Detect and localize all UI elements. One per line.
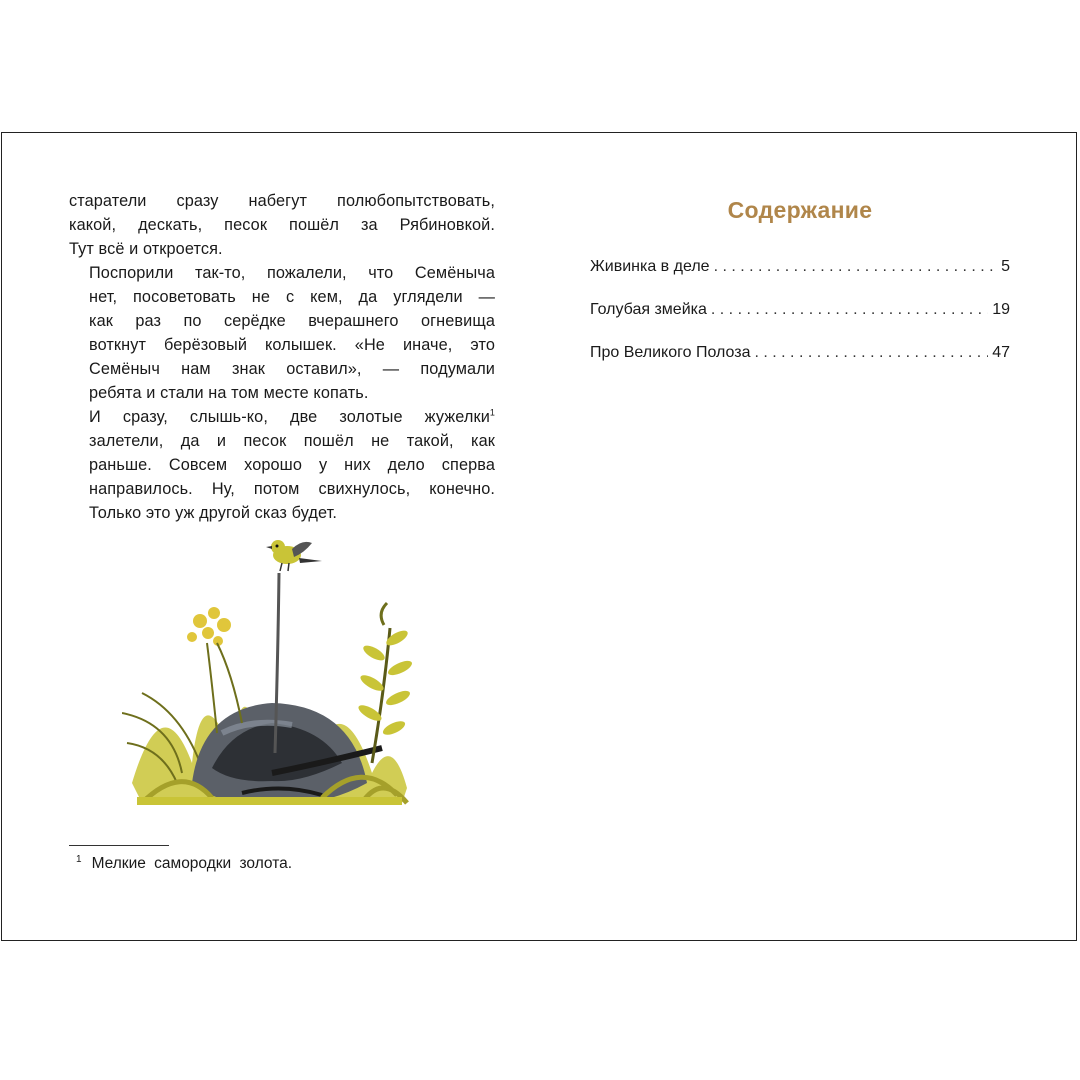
footnote-text: Мелкие самородки золота. <box>91 855 293 873</box>
text-line: Только это уж другой сказ будет. <box>89 504 337 522</box>
text-line: старатели сразу набегут полюбопытствовать, <box>69 192 495 210</box>
paragraph-3 <box>69 405 495 525</box>
paragraph-1 <box>69 189 495 261</box>
footnote-mark: 1 <box>76 854 82 865</box>
toc-leader-dots <box>714 258 998 276</box>
toc-entry[interactable] <box>590 301 1010 323</box>
footnote <box>76 849 292 875</box>
text-line-with-footnote <box>69 405 495 429</box>
toc-entry[interactable] <box>590 344 1010 366</box>
footnote-rule <box>69 845 169 846</box>
paragraph-2 <box>69 261 495 405</box>
bird-on-stake-over-earth-mound-illustration <box>122 533 412 813</box>
toc-entry-page: 19 <box>992 301 1010 318</box>
toc-entry-page: 5 <box>1001 258 1010 275</box>
text-line: ребята и стали на том месте копать. <box>89 384 369 402</box>
text-line: залетели, да и песок пошёл не такой, как <box>89 432 495 450</box>
text-line: Семёныч нам знак оставил», — подумали <box>89 360 495 378</box>
text-line: какой, дескать, песок пошёл за Рябиновкой. <box>69 216 495 234</box>
toc-leader-dots <box>754 344 988 362</box>
text-line: нет, посоветовать не с кем, да углядели — <box>89 288 495 306</box>
footnote-reference[interactable]: 1 <box>489 407 495 418</box>
left-page <box>69 189 495 525</box>
toc-entry-title: Про Великого Полоза <box>590 344 751 361</box>
text-line: направилось. Ну, потом свихнулось, конечно. <box>89 480 495 498</box>
toc-entry-title: Живинка в деле <box>590 258 710 275</box>
right-page <box>590 189 1010 387</box>
text-line: Поспорили так-то, пожалели, что Семёныча <box>89 264 495 282</box>
bird-icon <box>266 540 322 571</box>
text-line: воткнут берёзовый колышек. «Не иначе, это <box>89 336 495 354</box>
toc-entry[interactable] <box>590 258 1010 280</box>
text-line: раньше. Совсем хорошо у них дело сперва <box>89 456 495 474</box>
toc-entry-page: 47 <box>992 344 1010 361</box>
text-line: как раз по серёдке вчерашнего огневища <box>89 312 495 330</box>
text-line: Тут всё и откроется. <box>69 240 223 258</box>
toc-leader-dots <box>711 301 988 319</box>
book-spread <box>1 132 1077 941</box>
toc-title: Содержание <box>727 197 873 223</box>
toc-entry-title: Голубая змейка <box>590 301 707 318</box>
text-line: И сразу, слышь-ко, две золотые жужелки <box>89 408 490 426</box>
